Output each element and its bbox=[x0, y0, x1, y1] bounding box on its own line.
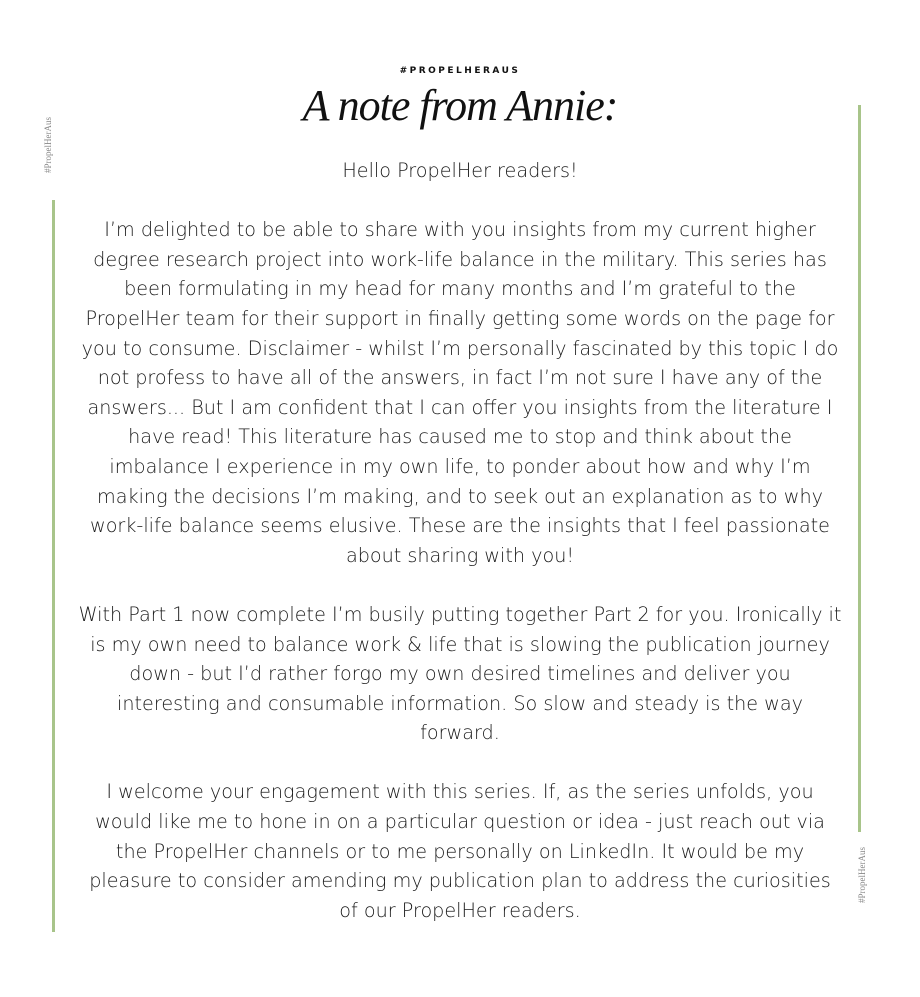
paragraph-progress: With Part 1 now complete I’m busily putting together Part 2 for you. Ironically it is my own need to balance work & life that is slowing the publication journey down - but I’d rather forgo my own desired timelines and deliver you interesting and consumable information. So slow and steady is the way forward. bbox=[78, 602, 842, 745]
greeting: Hello PropelHer readers! bbox=[342, 159, 578, 182]
paragraph-engagement: I welcome your engagement with this series. If, as the series unfolds, you would like me to hone in on a particular question or idea - just reach out via the PropelHer channels or to me personally on LinkedIn. It would be my pleasure to consider amending my publication plan to address the curiosities of our PropelHer readers. bbox=[89, 780, 831, 922]
hashtag-label: #PROPELHERAUS bbox=[399, 66, 521, 76]
accent-rule-left bbox=[52, 200, 55, 932]
side-hashtag-left: #PropelHerAus bbox=[43, 117, 53, 173]
side-hashtag-right: #PropelHerAus bbox=[857, 847, 867, 903]
paragraph-intro: I’m delighted to be able to share with you insights from my current higher degree research project into work-life balance in the military. This series has been formulating in my head for many months and I’m grateful to the PropelHer team for their support in finally getting some words on the page for you to consume. Disclaimer - whilst I’m personally fascinated by this topic I do not profess to have all of the answers, in fact I’m not sure I have any of the answers... But I am confident that I can offer you insights from the literature I have read! This literature has caused me to stop and think about the imbalance I experience in my own life, to ponder about how and why I’m making the decisions I’m making, and to seek out an explanation as to why work-life balance seems elusive. These are the insights that I feel passionate about sharing with you! bbox=[81, 218, 839, 567]
accent-rule-right bbox=[858, 105, 861, 832]
letter-body bbox=[78, 156, 842, 925]
page-title: A note from Annie: bbox=[302, 81, 618, 130]
